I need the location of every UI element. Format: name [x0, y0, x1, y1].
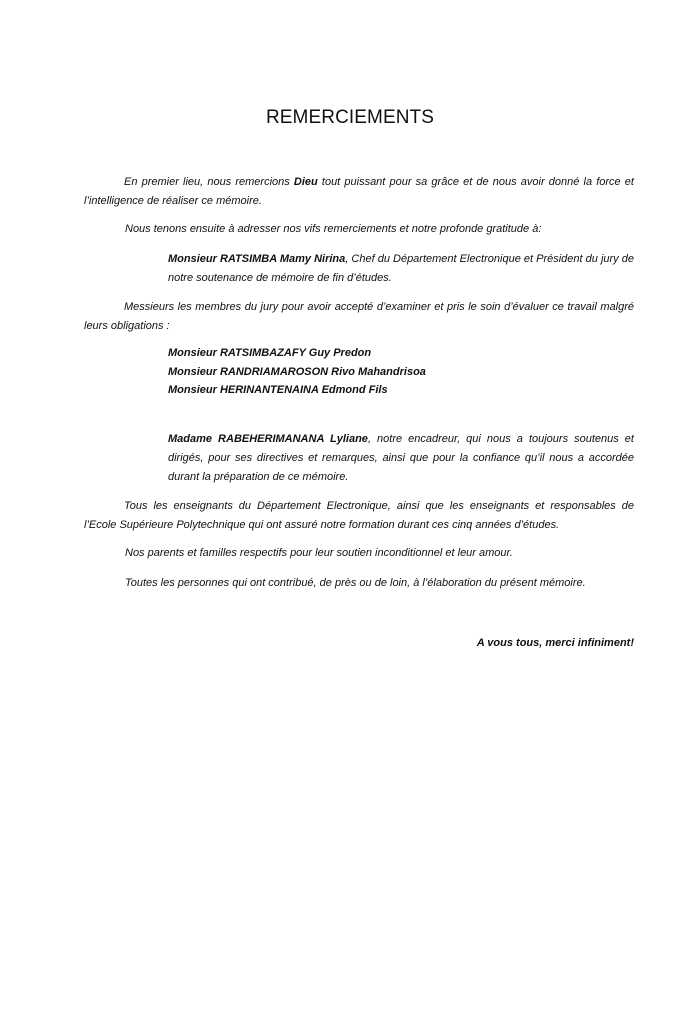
paragraph-president: [168, 250, 634, 288]
paragraph-jury-members: Messieurs les membres du jury pour avoir accepté d’examiner et pris le soin d’évaluer ce travail malgré leurs obligations :: [84, 301, 634, 332]
page-title: REMERCIEMENTS: [265, 107, 435, 128]
paragraph-supervisor: [168, 430, 634, 487]
paragraph-gratitude-intro: Nous tenons ensuite à adresser nos vifs remerciements et notre profonde gratitude à:: [125, 223, 542, 235]
president-description: , Chef du Département Electronique et Président du jury de notre soutenance de mémoire de fin d’études.: [168, 253, 634, 284]
paragraph-everyone: Toutes les personnes qui ont contribué, de près ou de loin, à l’élaboration du présent mémoire.: [125, 577, 586, 589]
supervisor-description: , notre encadreur, qui nous a toujours soutenus et dirigés, pour ses directives et remarques, ainsi que pour la confiance qu’il nous a accordée durant la préparation de ce mémoire.: [168, 433, 634, 483]
paragraph-thanks-god: [84, 173, 634, 211]
jury-member: Monsieur HERINANTENAINA Edmond Fils: [168, 384, 388, 396]
paragraph-thanks-god-post: tout puissant pour sa grâce et de nous avoir donné la force et l’intelligence de réaliser ce mémoire.: [84, 176, 634, 207]
jury-member: Monsieur RANDRIAMAROSON Rivo Mahandrisoa: [168, 365, 426, 378]
paragraph-thanks-god-pre: En premier lieu, nous remercions: [124, 176, 294, 188]
jury-member: Monsieur RATSIMBAZAFY Guy Predon: [168, 347, 372, 359]
closing-line: A vous tous, merci infiniment!: [476, 637, 634, 649]
supervisor-name: Madame RABEHERIMANANA Lyliane: [168, 433, 368, 445]
president-name: Monsieur RATSIMBA Mamy Nirina: [168, 253, 346, 265]
paragraph-teachers: Tous les enseignants du Département Electronique, ainsi que les enseignants et responsables de l’Ecole Supérieure Polytechnique qui ont assuré notre formation durant ces cinq années d’études.: [84, 500, 634, 531]
paragraph-family: Nos parents et familles respectifs pour leur soutien inconditionnel et leur amour.: [125, 547, 513, 559]
jury-list: [168, 344, 426, 400]
word-dieu: Dieu: [293, 176, 318, 188]
